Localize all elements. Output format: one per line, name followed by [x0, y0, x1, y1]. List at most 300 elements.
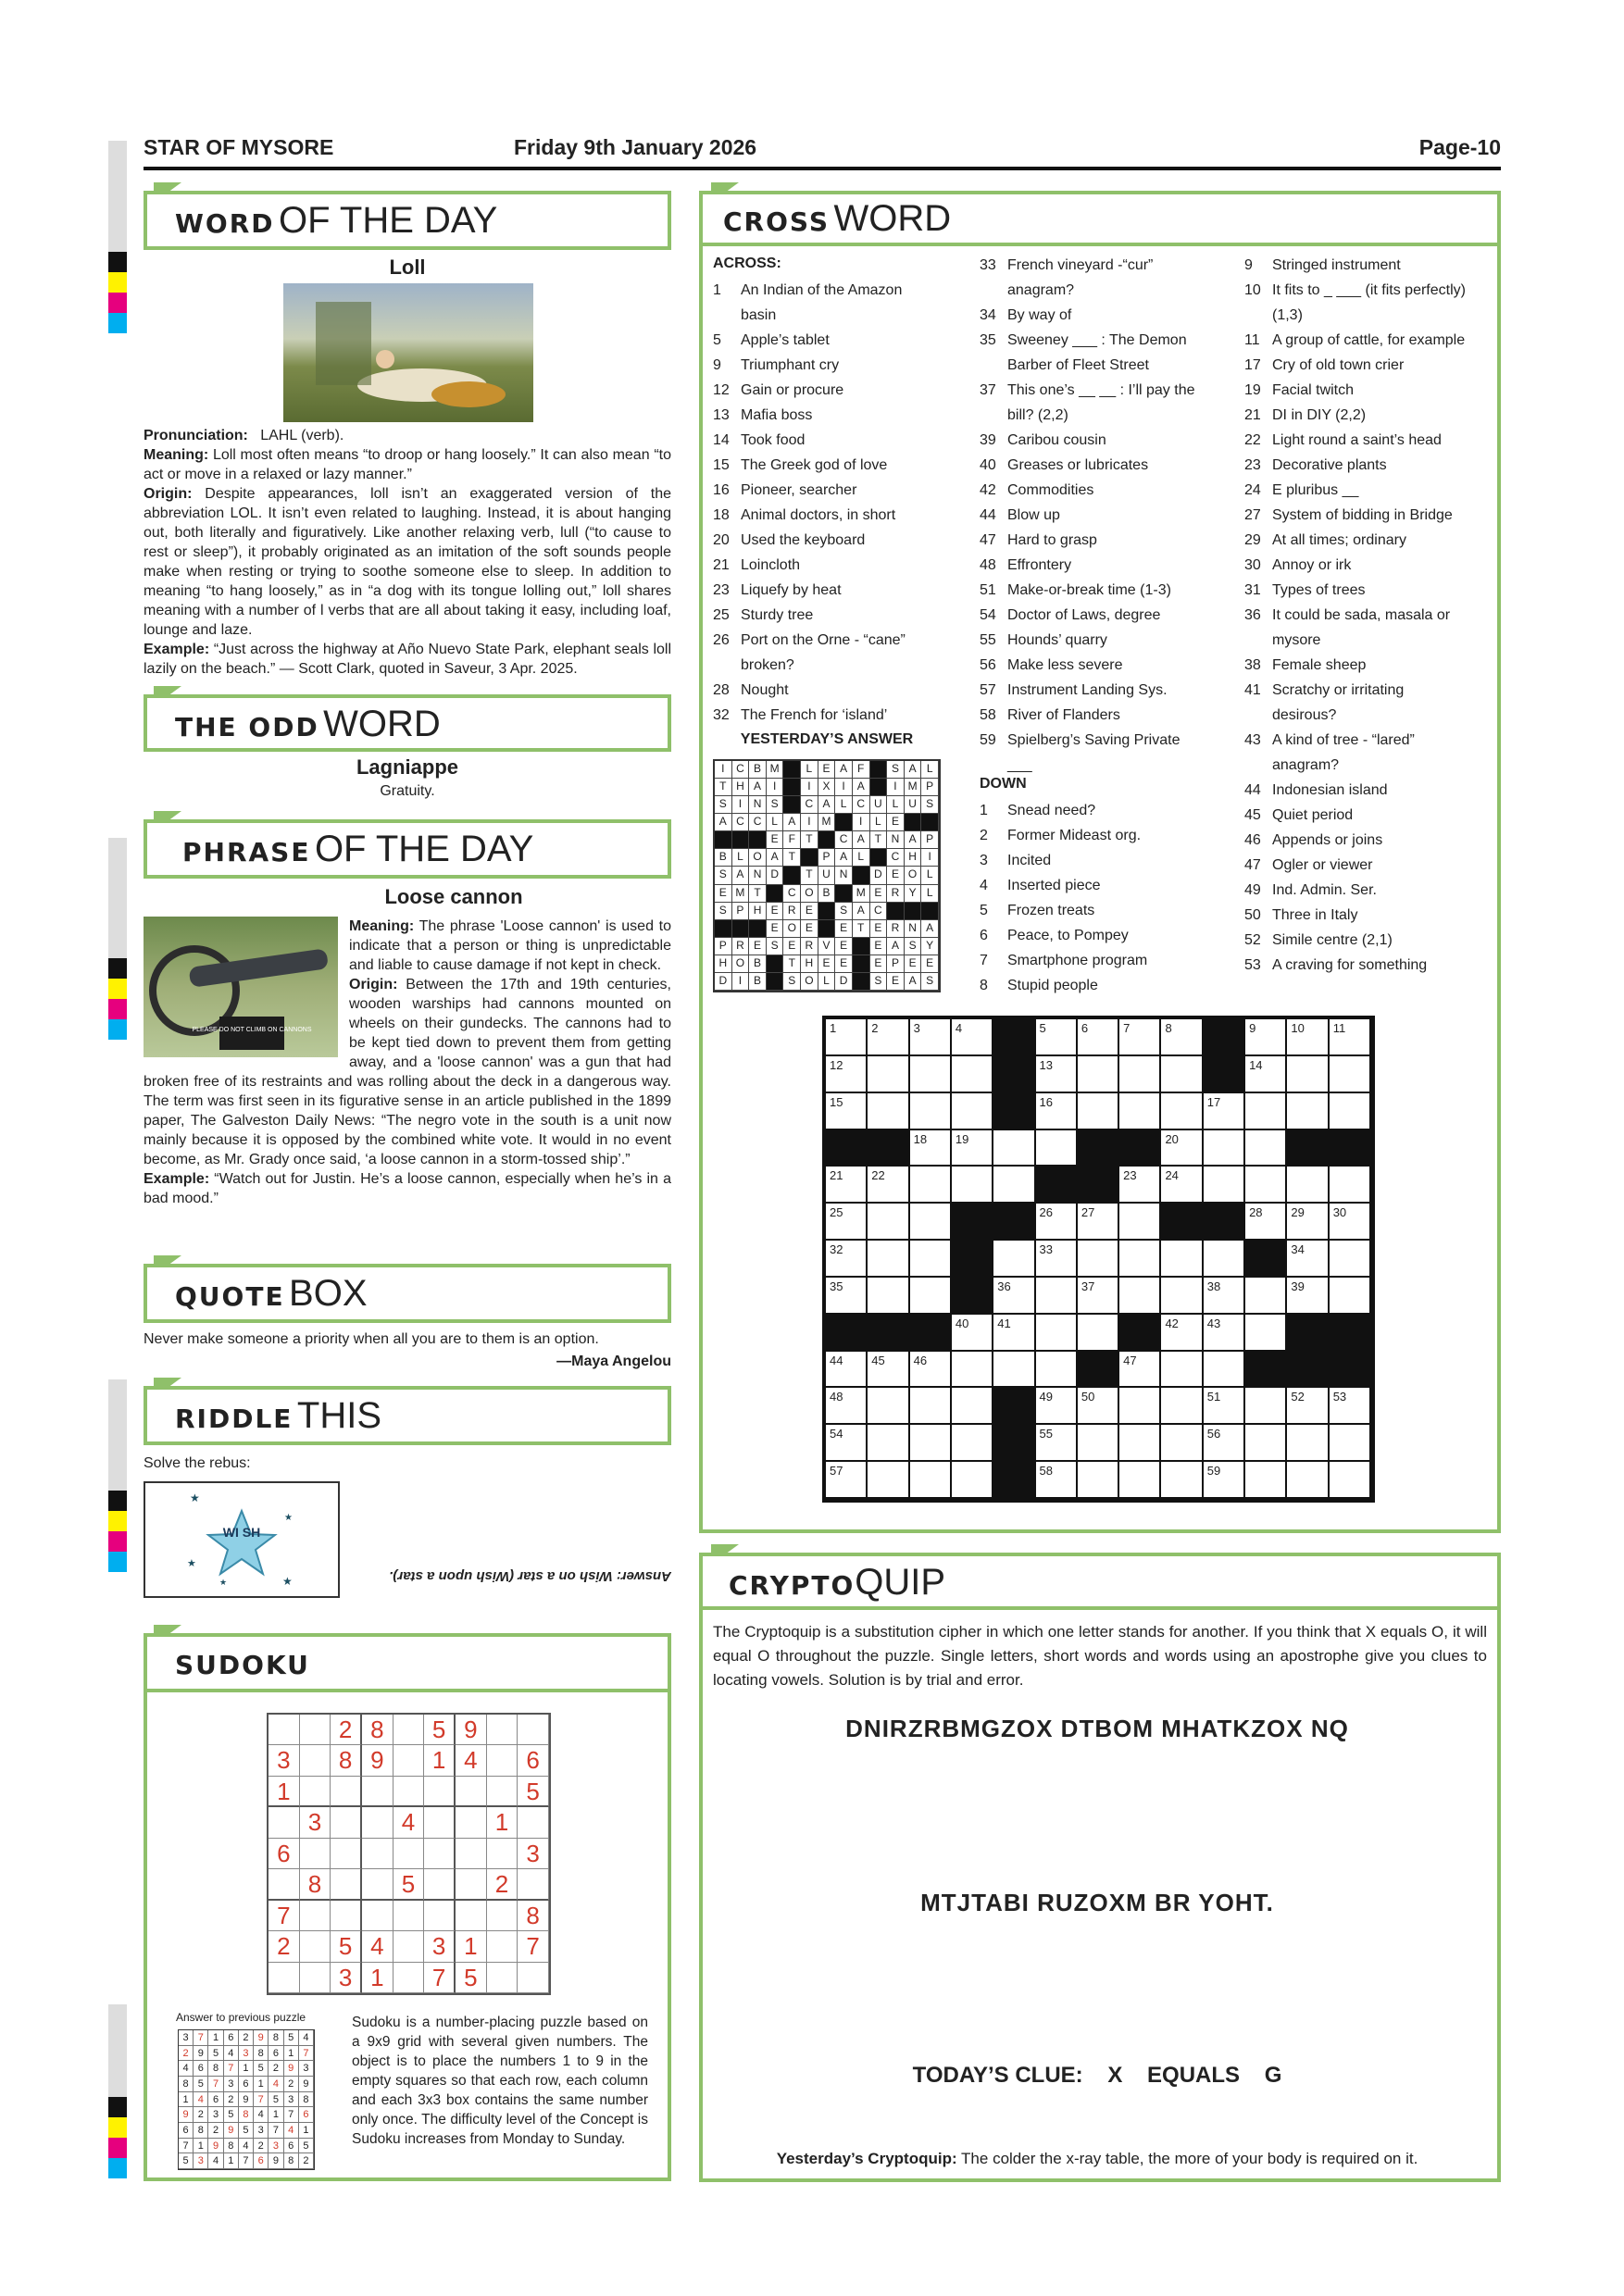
crossword-cell[interactable]: 12	[826, 1056, 868, 1093]
yesterday-cell: E	[801, 920, 818, 938]
crossword-cell[interactable]: 55	[1036, 1425, 1078, 1462]
clue-item: 26 Port on the Orne - “cane” broken?	[713, 632, 906, 673]
crossword-cell[interactable]	[1204, 1241, 1245, 1278]
crossword-cell[interactable]	[910, 1056, 952, 1093]
prev-sudoku-cell: 7	[299, 2046, 314, 2062]
crossword-cell[interactable]: 48	[826, 1388, 868, 1425]
sudoku-cell[interactable]	[518, 1963, 549, 1993]
sudoku-cell[interactable]	[362, 1901, 394, 1931]
riddle-answer: Answer: Wish on a star (Wish upon a star).	[389, 1568, 671, 1584]
crossword-cell[interactable]: 30	[1330, 1204, 1371, 1241]
crossword-black-cell	[1330, 1315, 1371, 1352]
sudoku-cell[interactable]	[456, 1901, 487, 1931]
crossword-cell[interactable]: 19	[952, 1130, 993, 1167]
yesterday-cryptoquip: Yesterday’s Cryptoquip: The colder the x-ray table, the more of your body is required on it.	[776, 2150, 1418, 2167]
crossword-cell[interactable]	[1119, 1278, 1161, 1315]
prev-sudoku-cell: 6	[284, 2139, 299, 2154]
crossword-cell[interactable]: 8	[1161, 1019, 1203, 1056]
crossword-black-cell	[993, 1388, 1035, 1425]
crossword-cell[interactable]	[952, 1056, 993, 1093]
crossword-cell[interactable]	[1330, 1241, 1371, 1278]
yesterday-cell: O	[905, 867, 922, 884]
yesterday-cell: C	[887, 849, 905, 867]
clue-item: 58 River of Flanders	[980, 707, 1120, 723]
yesterday-cell: I	[887, 779, 905, 796]
prev-sudoku-cell: 9	[269, 2153, 283, 2169]
crossword-cell[interactable]	[1036, 1352, 1078, 1389]
sudoku-cell[interactable]	[487, 1715, 518, 1745]
crossword-cell[interactable]: 58	[1036, 1462, 1078, 1499]
sudoku-cell[interactable]	[300, 1839, 331, 1869]
crossword-cell[interactable]	[993, 1167, 1035, 1204]
crossword-cell[interactable]: 32	[826, 1241, 868, 1278]
crossword-cell[interactable]: 25	[826, 1204, 868, 1241]
crossword-cell[interactable]	[1161, 1462, 1203, 1499]
sudoku-cell: 7	[269, 1901, 300, 1931]
sudoku-cell[interactable]	[331, 1839, 362, 1869]
yesterday-cell: A	[921, 920, 939, 938]
crossword-cell[interactable]: 14	[1245, 1056, 1287, 1093]
crossword-cell[interactable]: 50	[1078, 1388, 1119, 1425]
clue-item: 31 Types of trees	[1244, 582, 1366, 598]
crossword-cell[interactable]	[1330, 1462, 1371, 1499]
yesterday-cell	[853, 867, 870, 884]
prev-sudoku-cell: 5	[269, 2092, 283, 2108]
crossword-cell[interactable]: 41	[993, 1315, 1035, 1352]
crossword-cell[interactable]	[910, 1388, 952, 1425]
crossword-cell[interactable]: 17	[1204, 1093, 1245, 1130]
crossword-black-cell	[1119, 1130, 1161, 1167]
clue-item: 11 A group of cattle, for example	[1244, 332, 1466, 348]
yesterday-cell: A	[818, 796, 836, 814]
crossword-cell[interactable]	[1036, 1278, 1078, 1315]
prev-sudoku-cell: 9	[254, 2030, 269, 2046]
riddle-prompt: Solve the rebus:	[144, 1455, 251, 1471]
crossword-cell[interactable]	[1161, 1388, 1203, 1425]
crossword-cell[interactable]	[993, 1241, 1035, 1278]
crossword-cell[interactable]	[1245, 1425, 1287, 1462]
clue-item: 25 Sturdy tree	[713, 607, 814, 623]
yesterday-cell	[783, 867, 801, 884]
crossword-cell[interactable]: 47	[1119, 1352, 1161, 1389]
crossword-cell[interactable]: 26	[1036, 1204, 1078, 1241]
crossword-cell[interactable]	[1119, 1462, 1161, 1499]
sudoku-cell[interactable]	[362, 1839, 394, 1869]
yesterday-cell: A	[749, 779, 767, 796]
crossword-cell[interactable]	[1078, 1056, 1119, 1093]
crossword-cell[interactable]	[868, 1204, 909, 1241]
registration-strip	[108, 141, 127, 333]
crossword-cell[interactable]	[1330, 1278, 1371, 1315]
cipher-line-1: DNIRZRBMGZOX DTBOM MHATKZOX NQ	[845, 1715, 1349, 1742]
crossword-grid	[822, 1016, 1375, 1503]
sudoku-cell[interactable]	[424, 1807, 456, 1838]
sudoku-cell[interactable]	[456, 1839, 487, 1869]
crossword-cell[interactable]	[868, 1278, 909, 1315]
down-clues-2	[1244, 253, 1471, 978]
yesterday-cell	[835, 814, 853, 831]
crossword-cell[interactable]	[910, 1425, 952, 1462]
yesterday-cell: A	[905, 761, 922, 779]
prev-sudoku-cell: 8	[254, 2046, 269, 2062]
crossword-cell[interactable]	[1287, 1462, 1329, 1499]
clue-item: 20 Used the keyboard	[713, 532, 866, 548]
yesterday-cell: X	[818, 779, 836, 796]
crossword-cell[interactable]: 45	[868, 1352, 909, 1389]
crossword-cell[interactable]	[1245, 1388, 1287, 1425]
crossword-cell[interactable]: 27	[1078, 1204, 1119, 1241]
crossword-cell[interactable]: 21	[826, 1167, 868, 1204]
crossword-cell[interactable]	[1119, 1093, 1161, 1130]
crossword-cell[interactable]: 34	[1287, 1241, 1329, 1278]
prev-sudoku-cell: 5	[179, 2153, 194, 2169]
sudoku-cell[interactable]	[456, 1807, 487, 1838]
sudoku-cell[interactable]	[362, 1807, 394, 1838]
yesterday-cell	[749, 831, 767, 849]
crossword-cell[interactable]	[1204, 1167, 1245, 1204]
crossword-black-cell	[993, 1425, 1035, 1462]
crossword-cell[interactable]: 56	[1204, 1425, 1245, 1462]
yesterday-cell: A	[853, 831, 870, 849]
prev-sudoku-cell: 2	[194, 2107, 208, 2123]
yesterday-cell: S	[870, 973, 888, 991]
crossword-cell[interactable]	[1330, 1056, 1371, 1093]
crossword-cell[interactable]	[1161, 1056, 1203, 1093]
crossword-cell[interactable]: 11	[1330, 1019, 1371, 1056]
crossword-black-cell	[1036, 1167, 1078, 1204]
prev-sudoku-cell: 8	[284, 2153, 299, 2169]
yesterday-cell: E	[887, 867, 905, 884]
crossword-cell[interactable]	[868, 1241, 909, 1278]
crossword-cell[interactable]: 59	[1204, 1462, 1245, 1499]
crossword-cell[interactable]	[1119, 1388, 1161, 1425]
crossword-cell[interactable]: 28	[1245, 1204, 1287, 1241]
sudoku-cell[interactable]	[331, 1901, 362, 1931]
yesterday-cell: E	[887, 814, 905, 831]
yesterday-cell: A	[905, 831, 922, 849]
crossword-cell[interactable]	[1287, 1425, 1329, 1462]
crossword-cell[interactable]	[993, 1352, 1035, 1389]
yesterday-cell: D	[835, 973, 853, 991]
crossword-cell[interactable]: 44	[826, 1352, 868, 1389]
crossword-cell[interactable]: 37	[1078, 1278, 1119, 1315]
crossword-cell[interactable]: 36	[993, 1278, 1035, 1315]
clue-item: 55 Hounds’ quarry	[980, 632, 1107, 648]
sudoku-cell[interactable]	[487, 1745, 518, 1776]
crossword-cell[interactable]	[868, 1388, 909, 1425]
sudoku-cell[interactable]	[300, 1931, 331, 1962]
crossword-cell[interactable]	[1119, 1056, 1161, 1093]
crossword-cell[interactable]	[868, 1056, 909, 1093]
crossword-cell[interactable]: 15	[826, 1093, 868, 1130]
yesterday-cell	[818, 920, 836, 938]
crossword-cell[interactable]: 1	[826, 1019, 868, 1056]
crossword-cell[interactable]: 53	[1330, 1388, 1371, 1425]
crossword-cell[interactable]	[1161, 1093, 1203, 1130]
clue-item: 35 Sweeney ___ : The Demon Barber of Fleet Street	[980, 332, 1187, 373]
clue-item: 48 Effrontery	[980, 557, 1072, 573]
yesterday-cell: A	[853, 779, 870, 796]
sudoku-cell: 2	[487, 1869, 518, 1900]
crossword-cell[interactable]	[1078, 1093, 1119, 1130]
clue-item: 24 E pluribus __	[1244, 482, 1359, 498]
crossword-cell[interactable]	[1287, 1167, 1329, 1204]
phrase-text: Loose cannon	[384, 885, 523, 908]
yesterday-cell: T	[715, 779, 732, 796]
sudoku-cell[interactable]	[300, 1963, 331, 1993]
painting-image	[283, 283, 533, 422]
sudoku-cell: 1	[362, 1963, 394, 1993]
crossword-cell[interactable]: 6	[1078, 1019, 1119, 1056]
crossword-cell[interactable]	[1119, 1241, 1161, 1278]
crossword-cell[interactable]	[952, 1352, 993, 1389]
crossword-cell[interactable]	[1078, 1462, 1119, 1499]
crossword-cell[interactable]: 10	[1287, 1019, 1329, 1056]
crossword-cell[interactable]	[1036, 1130, 1078, 1167]
sudoku-cell[interactable]	[394, 1931, 425, 1962]
clue-item: 39 Caribou cousin	[980, 432, 1106, 448]
crossword-cell[interactable]	[1119, 1204, 1161, 1241]
registration-strip	[108, 838, 127, 1040]
crossword-cell[interactable]: 24	[1161, 1167, 1203, 1204]
yesterday-cell: S	[921, 796, 939, 814]
crossword-cell[interactable]	[1245, 1278, 1287, 1315]
sudoku-cell[interactable]	[487, 1839, 518, 1869]
sudoku-cell: 7	[424, 1963, 456, 1993]
crossword-cell[interactable]	[1245, 1462, 1287, 1499]
sudoku-cell: 3	[331, 1963, 362, 1993]
previous-sudoku-grid	[178, 2029, 315, 2170]
registration-strip	[108, 2004, 127, 2178]
yesterday-cell: C	[801, 796, 818, 814]
prev-sudoku-cell: 1	[208, 2030, 223, 2046]
yesterday-cell: A	[835, 849, 853, 867]
sudoku-cell[interactable]	[424, 1777, 456, 1807]
clue-item: 22 Light round a saint’s head	[1244, 432, 1442, 448]
sudoku-cell[interactable]	[518, 1807, 549, 1838]
sudoku-cell[interactable]	[487, 1777, 518, 1807]
sudoku-cell[interactable]	[424, 1869, 456, 1900]
yesterday-cell: S	[715, 903, 732, 920]
sudoku-cell[interactable]	[424, 1839, 456, 1869]
crossword-cell[interactable]: 29	[1287, 1204, 1329, 1241]
yesterday-cell: O	[732, 955, 750, 973]
sudoku-cell[interactable]	[331, 1777, 362, 1807]
sudoku-cell[interactable]	[518, 1715, 549, 1745]
crossword-cell[interactable]: 51	[1204, 1388, 1245, 1425]
sudoku-cell[interactable]	[269, 1963, 300, 1993]
crossword-cell[interactable]	[868, 1425, 909, 1462]
crossword-cell[interactable]	[1330, 1425, 1371, 1462]
yesterday-cell: L	[921, 885, 939, 903]
clue-item: 29 At all times; ordinary	[1244, 532, 1406, 548]
crossword-cell[interactable]	[952, 1425, 993, 1462]
sudoku-cell[interactable]	[331, 1869, 362, 1900]
crossword-black-cell	[993, 1056, 1035, 1093]
crossword-cell[interactable]	[1078, 1425, 1119, 1462]
sudoku-cell[interactable]	[424, 1901, 456, 1931]
crossword-cell[interactable]	[1330, 1093, 1371, 1130]
sudoku-cell[interactable]	[487, 1901, 518, 1931]
yesterday-cell: B	[715, 849, 732, 867]
crossword-cell[interactable]: 38	[1204, 1278, 1245, 1315]
prev-sudoku-cell: 1	[269, 2107, 283, 2123]
prev-sudoku-cell: 6	[194, 2061, 208, 2077]
crossword-cell[interactable]	[1287, 1093, 1329, 1130]
sudoku-cell[interactable]	[331, 1807, 362, 1838]
sudoku-cell[interactable]	[487, 1931, 518, 1962]
crossword-cell[interactable]	[1078, 1241, 1119, 1278]
crossword-cell[interactable]	[1245, 1315, 1287, 1352]
crossword-cell[interactable]	[1161, 1352, 1203, 1389]
yesterday-cell: C	[835, 831, 853, 849]
sudoku-cell: 9	[456, 1715, 487, 1745]
crossword-cell[interactable]	[1161, 1425, 1203, 1462]
crossword-cell[interactable]: 22	[868, 1167, 909, 1204]
clue-item: 47 Hard to grasp	[980, 532, 1097, 548]
crossword-cell[interactable]: 2	[868, 1019, 909, 1056]
sudoku-cell[interactable]	[487, 1963, 518, 1993]
sudoku-cell[interactable]	[300, 1715, 331, 1745]
crossword-cell[interactable]	[1161, 1278, 1203, 1315]
crossword-cell[interactable]: 5	[1036, 1019, 1078, 1056]
prev-sudoku-cell: 8	[269, 2030, 283, 2046]
sudoku-cell[interactable]	[456, 1869, 487, 1900]
crossword-cell[interactable]	[1119, 1425, 1161, 1462]
crossword-cell[interactable]	[910, 1278, 952, 1315]
crossword-cell[interactable]	[993, 1130, 1035, 1167]
yesterday-cell: N	[905, 920, 922, 938]
crossword-cell[interactable]	[910, 1167, 952, 1204]
yesterday-cell: L	[921, 867, 939, 884]
crossword-cell[interactable]: 13	[1036, 1056, 1078, 1093]
sudoku-cell[interactable]	[456, 1777, 487, 1807]
crossword-cell[interactable]: 33	[1036, 1241, 1078, 1278]
yesterday-cell	[783, 761, 801, 779]
crossword-cell[interactable]: 39	[1287, 1278, 1329, 1315]
crossword-cell[interactable]	[1330, 1167, 1371, 1204]
yesterday-cell	[732, 831, 750, 849]
crossword-cell[interactable]: 49	[1036, 1388, 1078, 1425]
yesterday-cell: L	[853, 849, 870, 867]
sudoku-cell[interactable]	[394, 1745, 425, 1776]
crossword-cell[interactable]: 3	[910, 1019, 952, 1056]
crossword-cell[interactable]	[1078, 1315, 1119, 1352]
crossword-cell[interactable]: 42	[1161, 1315, 1203, 1352]
crossword-cell[interactable]	[868, 1462, 909, 1499]
prev-sudoku-cell: 6	[224, 2030, 239, 2046]
yesterday-cell: H	[715, 955, 732, 973]
crossword-cell[interactable]	[910, 1241, 952, 1278]
clue-item: 34 By way of	[980, 307, 1072, 323]
sudoku-cell[interactable]	[394, 1901, 425, 1931]
crossword-cell[interactable]	[1161, 1241, 1203, 1278]
odd-word-title: THE ODD WORD	[144, 694, 671, 752]
crossword-cell[interactable]	[1204, 1130, 1245, 1167]
crossword-cell[interactable]: 9	[1245, 1019, 1287, 1056]
crossword-cell[interactable]	[1245, 1093, 1287, 1130]
cannon-sign: PLEASE DO NOT CLIMB ON CANNONS	[192, 1027, 312, 1033]
sudoku-cell[interactable]	[394, 1777, 425, 1807]
yesterday-cell: U	[818, 867, 836, 884]
crossword-cell[interactable]	[910, 1204, 952, 1241]
crossword-cell[interactable]	[952, 1093, 993, 1130]
sudoku-cell[interactable]	[362, 1869, 394, 1900]
across-clues-1	[713, 278, 940, 728]
prev-sudoku-cell: 2	[269, 2061, 283, 2077]
yesterday-cell: L	[887, 796, 905, 814]
prev-sudoku-cell: 5	[194, 2077, 208, 2092]
yesterday-cell: T	[853, 920, 870, 938]
clue-item: 17 Cry of old town crier	[1244, 357, 1405, 373]
crossword-cell[interactable]	[952, 1462, 993, 1499]
yesterday-cell: T	[801, 831, 818, 849]
sudoku-cell[interactable]	[269, 1715, 300, 1745]
yesterday-cell: M	[818, 814, 836, 831]
yesterday-cell: T	[870, 831, 888, 849]
crossword-cell[interactable]: 52	[1287, 1388, 1329, 1425]
crossword-cell[interactable]: 40	[952, 1315, 993, 1352]
yesterday-cell: S	[715, 796, 732, 814]
crossword-cell[interactable]: 57	[826, 1462, 868, 1499]
crossword-cell[interactable]: 46	[910, 1352, 952, 1389]
sudoku-cell[interactable]	[269, 1869, 300, 1900]
crossword-cell[interactable]	[1287, 1056, 1329, 1093]
sudoku-cell: 5	[456, 1963, 487, 1993]
sudoku-cell[interactable]	[300, 1777, 331, 1807]
crossword-cell[interactable]: 35	[826, 1278, 868, 1315]
yesterday-cell: O	[749, 849, 767, 867]
crossword-cell[interactable]: 7	[1119, 1019, 1161, 1056]
prev-sudoku-cell: 1	[179, 2092, 194, 2108]
crossword-cell[interactable]: 54	[826, 1425, 868, 1462]
sudoku-cell: 8	[362, 1715, 394, 1745]
sudoku-cell[interactable]	[300, 1745, 331, 1776]
odd-word: Lagniappe	[356, 755, 458, 779]
crossword-cell[interactable]	[952, 1388, 993, 1425]
sudoku-cell[interactable]	[300, 1901, 331, 1931]
crossword-black-cell	[1330, 1130, 1371, 1167]
sudoku-cell: 4	[362, 1931, 394, 1962]
sudoku-cell[interactable]	[269, 1807, 300, 1838]
sudoku-cell[interactable]	[394, 1839, 425, 1869]
sudoku-cell[interactable]	[518, 1869, 549, 1900]
clue-item: 50 Three in Italy	[1244, 907, 1358, 923]
crossword-cell[interactable]: 23	[1119, 1167, 1161, 1204]
crossword-cell[interactable]	[910, 1462, 952, 1499]
crossword-cell[interactable]	[1245, 1130, 1287, 1167]
crossword-cell[interactable]: 43	[1204, 1315, 1245, 1352]
crossword-cell[interactable]: 20	[1161, 1130, 1203, 1167]
yesterday-cell: E	[767, 903, 784, 920]
crossword-cell[interactable]	[910, 1093, 952, 1130]
sudoku-cell[interactable]	[394, 1715, 425, 1745]
crossword-cell[interactable]	[1036, 1315, 1078, 1352]
crossword-cell[interactable]	[1204, 1352, 1245, 1389]
svg-text:★: ★	[284, 1513, 293, 1523]
crossword-cell[interactable]	[1245, 1167, 1287, 1204]
crossword-cell[interactable]: 4	[952, 1019, 993, 1056]
crossword-black-cell	[1204, 1204, 1245, 1241]
crossword-cell[interactable]: 18	[910, 1130, 952, 1167]
yesterday-cell: B	[749, 761, 767, 779]
prev-sudoku-cell: 8	[179, 2077, 194, 2092]
sudoku-cell[interactable]	[362, 1777, 394, 1807]
crossword-cell[interactable]: 16	[1036, 1093, 1078, 1130]
crossword-cell[interactable]	[952, 1167, 993, 1204]
crossword-cell[interactable]	[868, 1093, 909, 1130]
sudoku-cell[interactable]	[394, 1963, 425, 1993]
